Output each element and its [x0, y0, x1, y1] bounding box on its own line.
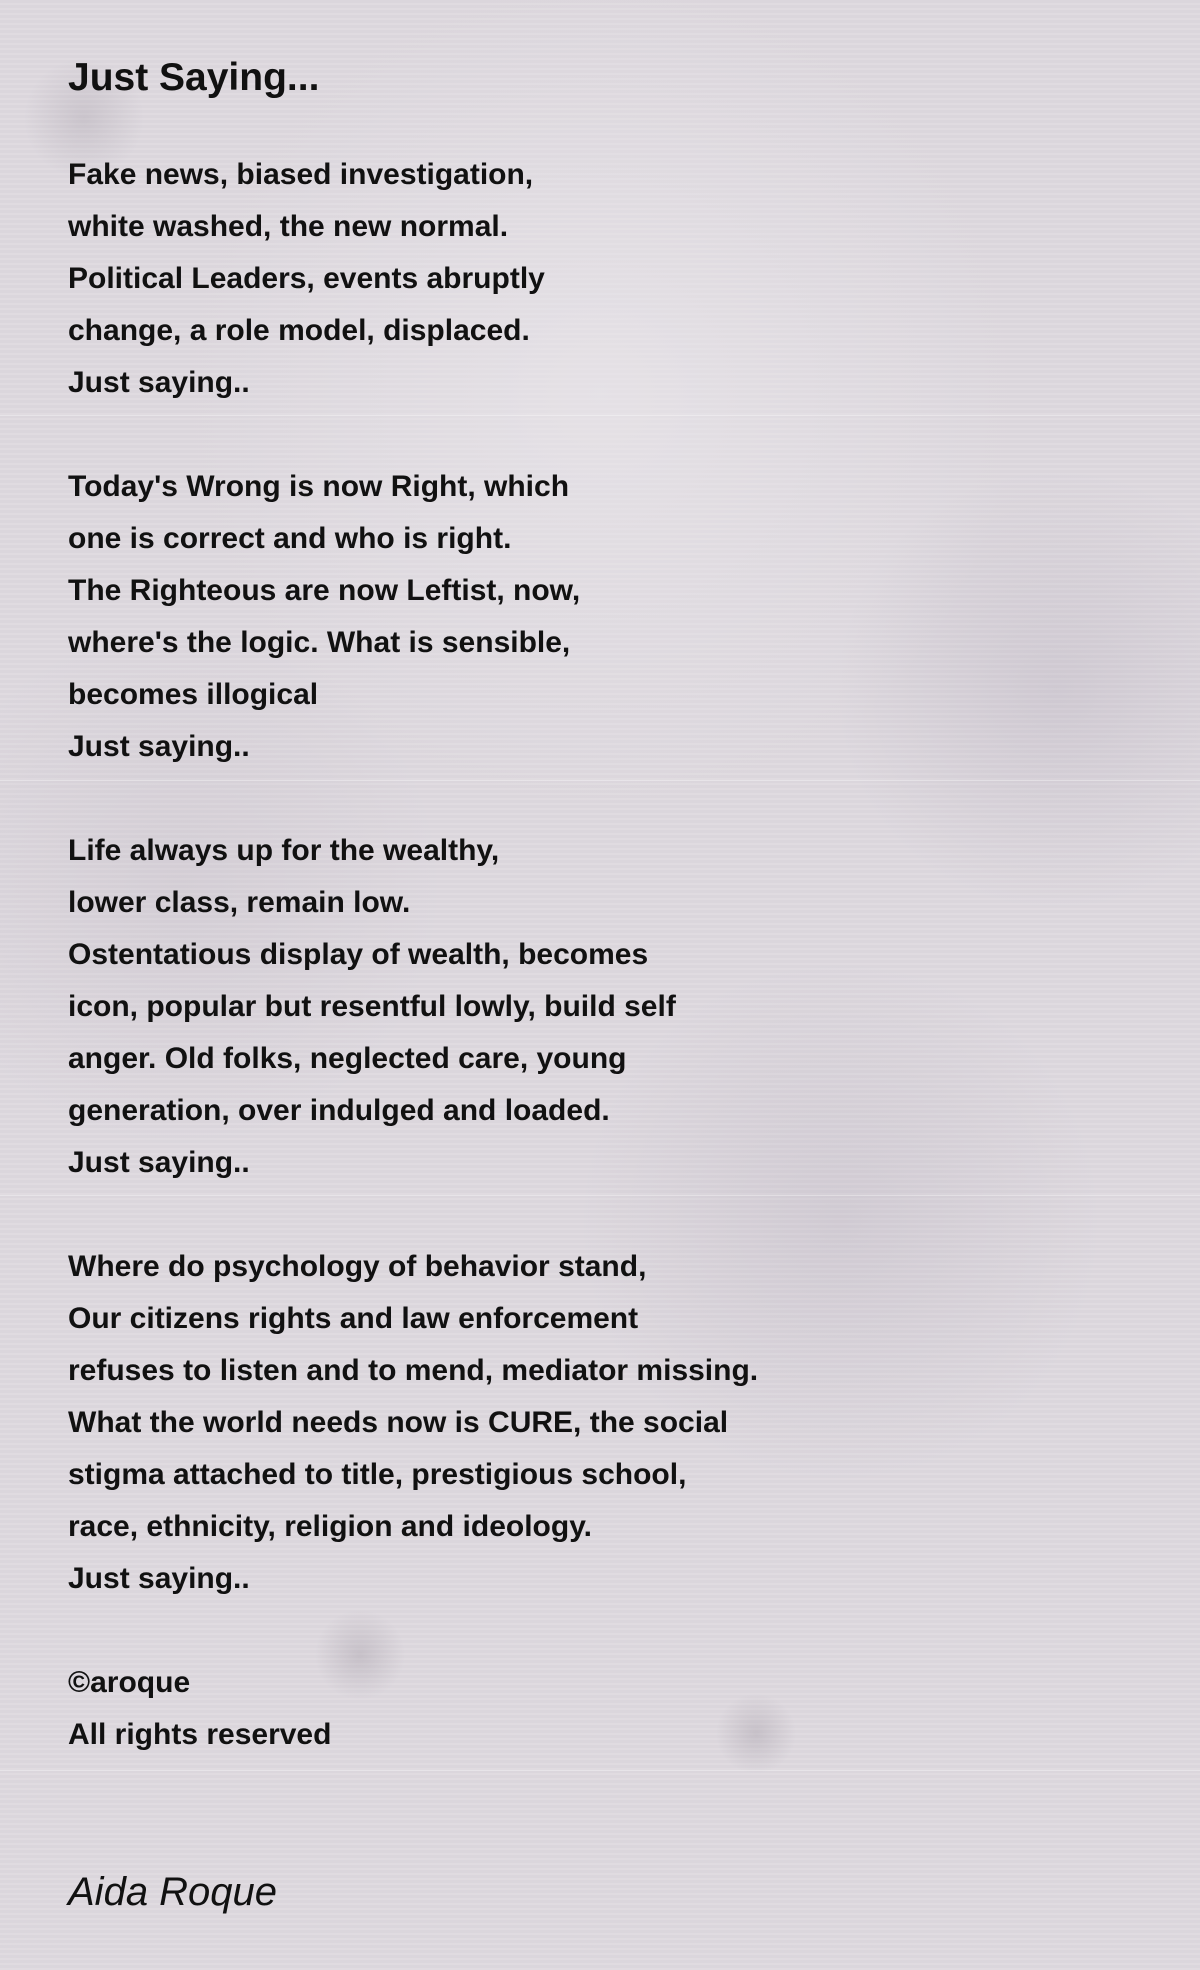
poem-line: one is correct and who is right.: [68, 522, 512, 555]
poem-line: Fake news, biased investigation,: [68, 158, 534, 191]
poem-line: refuses to listen and to mend, mediator missing.: [68, 1354, 759, 1387]
poem-line: generation, over indulged and loaded.: [68, 1094, 610, 1127]
poem-line: Just saying..: [68, 1146, 250, 1179]
poem-line: change, a role model, displaced.: [68, 314, 530, 347]
stanza: [68, 461, 1128, 773]
poem-line: lower class, remain low.: [68, 886, 411, 919]
poem-line: Our citizens rights and law enforcement: [68, 1302, 639, 1335]
poem-line: icon, popular but resentful lowly, build self: [68, 990, 676, 1023]
poem-line: anger. Old folks, neglected care, young: [68, 1042, 627, 1075]
poem-line: where's the logic. What is sensible,: [68, 626, 571, 659]
poem-line: Today's Wrong is now Right, which: [68, 470, 570, 503]
stanza: [68, 825, 1128, 1189]
stanza: [68, 1241, 1128, 1605]
rights-line: All rights reserved: [68, 1718, 332, 1751]
poem-line: white washed, the new normal.: [68, 210, 509, 243]
copyright-stanza: [68, 1657, 1128, 1761]
author-name: Aida Roque: [68, 1870, 278, 1914]
poem-title: Just Saying...: [68, 56, 320, 99]
stanza: [68, 149, 1128, 409]
poem-line: Just saying..: [68, 366, 250, 399]
poem-line: race, ethnicity, religion and ideology.: [68, 1510, 592, 1543]
poem-line: The Righteous are now Leftist, now,: [68, 574, 581, 607]
poem-line: Political Leaders, events abruptly: [68, 262, 545, 295]
poem-line: Life always up for the wealthy,: [68, 834, 500, 867]
poem-body: [68, 149, 1128, 1813]
copyright-line: ©aroque: [68, 1666, 191, 1699]
poem-line: Ostentatious display of wealth, becomes: [68, 938, 649, 971]
poem-line: What the world needs now is CURE, the social: [68, 1406, 729, 1439]
poem-line: Just saying..: [68, 730, 250, 763]
poem-line: Just saying..: [68, 1562, 250, 1595]
poem-line: becomes illogical: [68, 678, 319, 711]
poem-line: Where do psychology of behavior stand,: [68, 1250, 647, 1283]
poem-line: stigma attached to title, prestigious school,: [68, 1458, 687, 1491]
